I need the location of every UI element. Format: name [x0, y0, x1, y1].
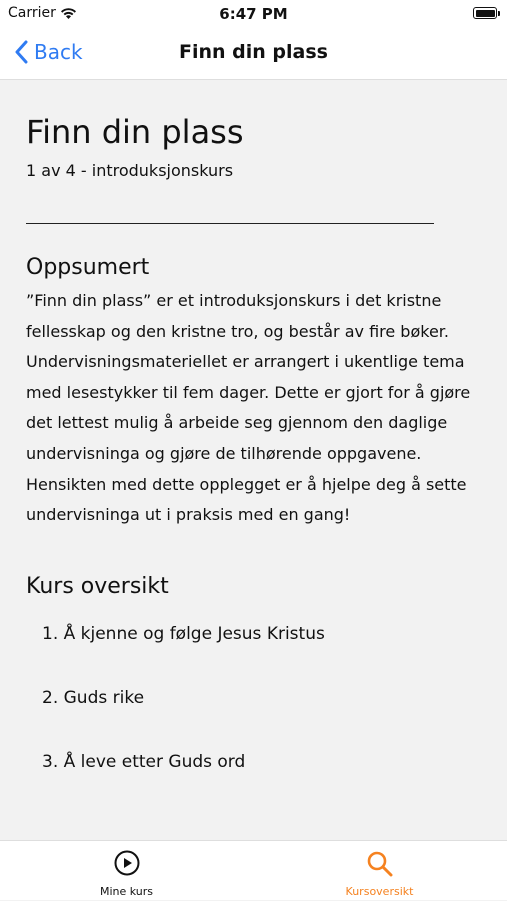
divider [26, 223, 434, 224]
tab-mine-kurs[interactable] [0, 841, 253, 901]
tab-kursoversikt[interactable] [253, 841, 506, 901]
search-icon [366, 850, 394, 878]
battery-level [476, 10, 495, 17]
back-label: Back [34, 40, 83, 64]
overview-heading: Kurs oversikt [26, 573, 169, 599]
main-content[interactable] [0, 80, 507, 840]
summary-text: ”Finn din plass” er et introduksjonskurs i det kristne fellesskap og den kristne tro, og består av fire bøker. Undervisningsmateriellet er arrangert i ukentlige tema med lesestykker til fem dager. Dette er gjort for å gjøre det lettest mulig å arbeide seg gjennom den daglige undervisninga og gjøre de tilhørende oppgavene. Hensikten med dette opplegget er å hjelpe deg å sette undervisninga ut i praksis med en gang! [26, 291, 471, 525]
page-subtitle: 1 av 4 - introduksjonskurs [26, 161, 234, 180]
nav-title: Finn din plass [179, 41, 328, 63]
tab-bar [0, 840, 507, 900]
course-item-2[interactable]: 2. Guds rike [42, 687, 145, 708]
course-item-1[interactable]: 1. Å kjenne og følge Jesus Kristus [42, 623, 325, 644]
status-bar [0, 0, 507, 28]
tab-kursoversikt-label: Kursoversikt [345, 885, 414, 898]
play-circle-icon [114, 850, 140, 876]
navigation-bar [0, 28, 507, 80]
page-title: Finn din plass [26, 113, 244, 151]
carrier-label: Carrier [8, 5, 56, 21]
status-time: 6:47 PM [219, 5, 288, 23]
summary-heading: Oppsumert [26, 255, 150, 280]
battery-icon [473, 7, 497, 19]
course-list [26, 623, 481, 773]
tab-mine-kurs-label: Mine kurs [99, 885, 154, 898]
course-item-3[interactable]: 3. Å leve etter Guds ord [42, 751, 246, 772]
